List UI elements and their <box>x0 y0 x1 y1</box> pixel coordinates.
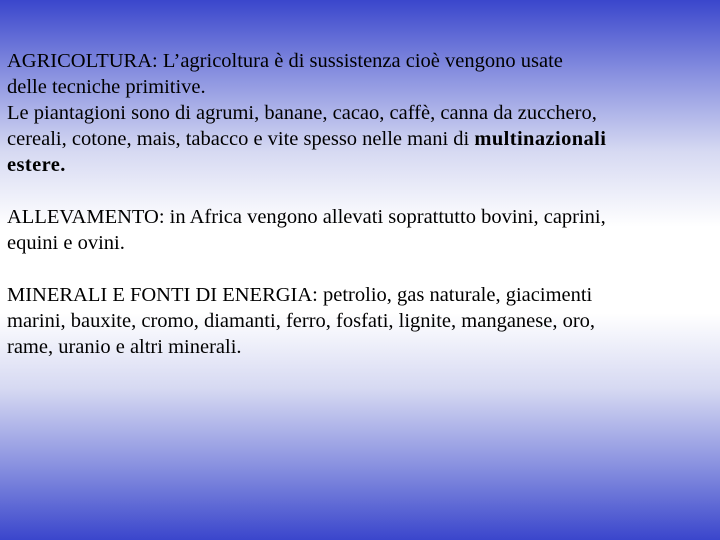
slide-body <box>7 48 719 386</box>
estere-emphasis: estere. <box>7 154 66 176</box>
minerali-line-2: marini, bauxite, cromo, diamanti, ferro, fosfati, lignite, manganese, oro, <box>7 310 596 332</box>
minerali-paragraph <box>7 282 719 360</box>
allevamento-line-2: equini e ovini. <box>7 232 125 254</box>
agricoltura-line-1: AGRICOLTURA: L’agricoltura è di sussistenza cioè vengono usate <box>7 50 563 72</box>
multinazionali-emphasis: multinazionali <box>474 128 607 150</box>
minerali-line-3: rame, uranio e altri minerali. <box>7 336 242 358</box>
agricoltura-paragraph <box>7 48 719 178</box>
minerali-line-1: MINERALI E FONTI DI ENERGIA: petrolio, gas naturale, giacimenti <box>7 284 593 306</box>
agricoltura-line-2: delle tecniche primitive. <box>7 76 206 98</box>
agricoltura-line-4 <box>7 126 719 152</box>
allevamento-paragraph <box>7 204 719 256</box>
agricoltura-line-3: Le piantagioni sono di agrumi, banane, cacao, caffè, canna da zucchero, <box>7 102 597 124</box>
agricoltura-line-4-text: cereali, cotone, mais, tabacco e vite spesso nelle mani di <box>7 128 475 150</box>
allevamento-line-1: ALLEVAMENTO: in Africa vengono allevati soprattutto bovini, caprini, <box>7 206 606 228</box>
